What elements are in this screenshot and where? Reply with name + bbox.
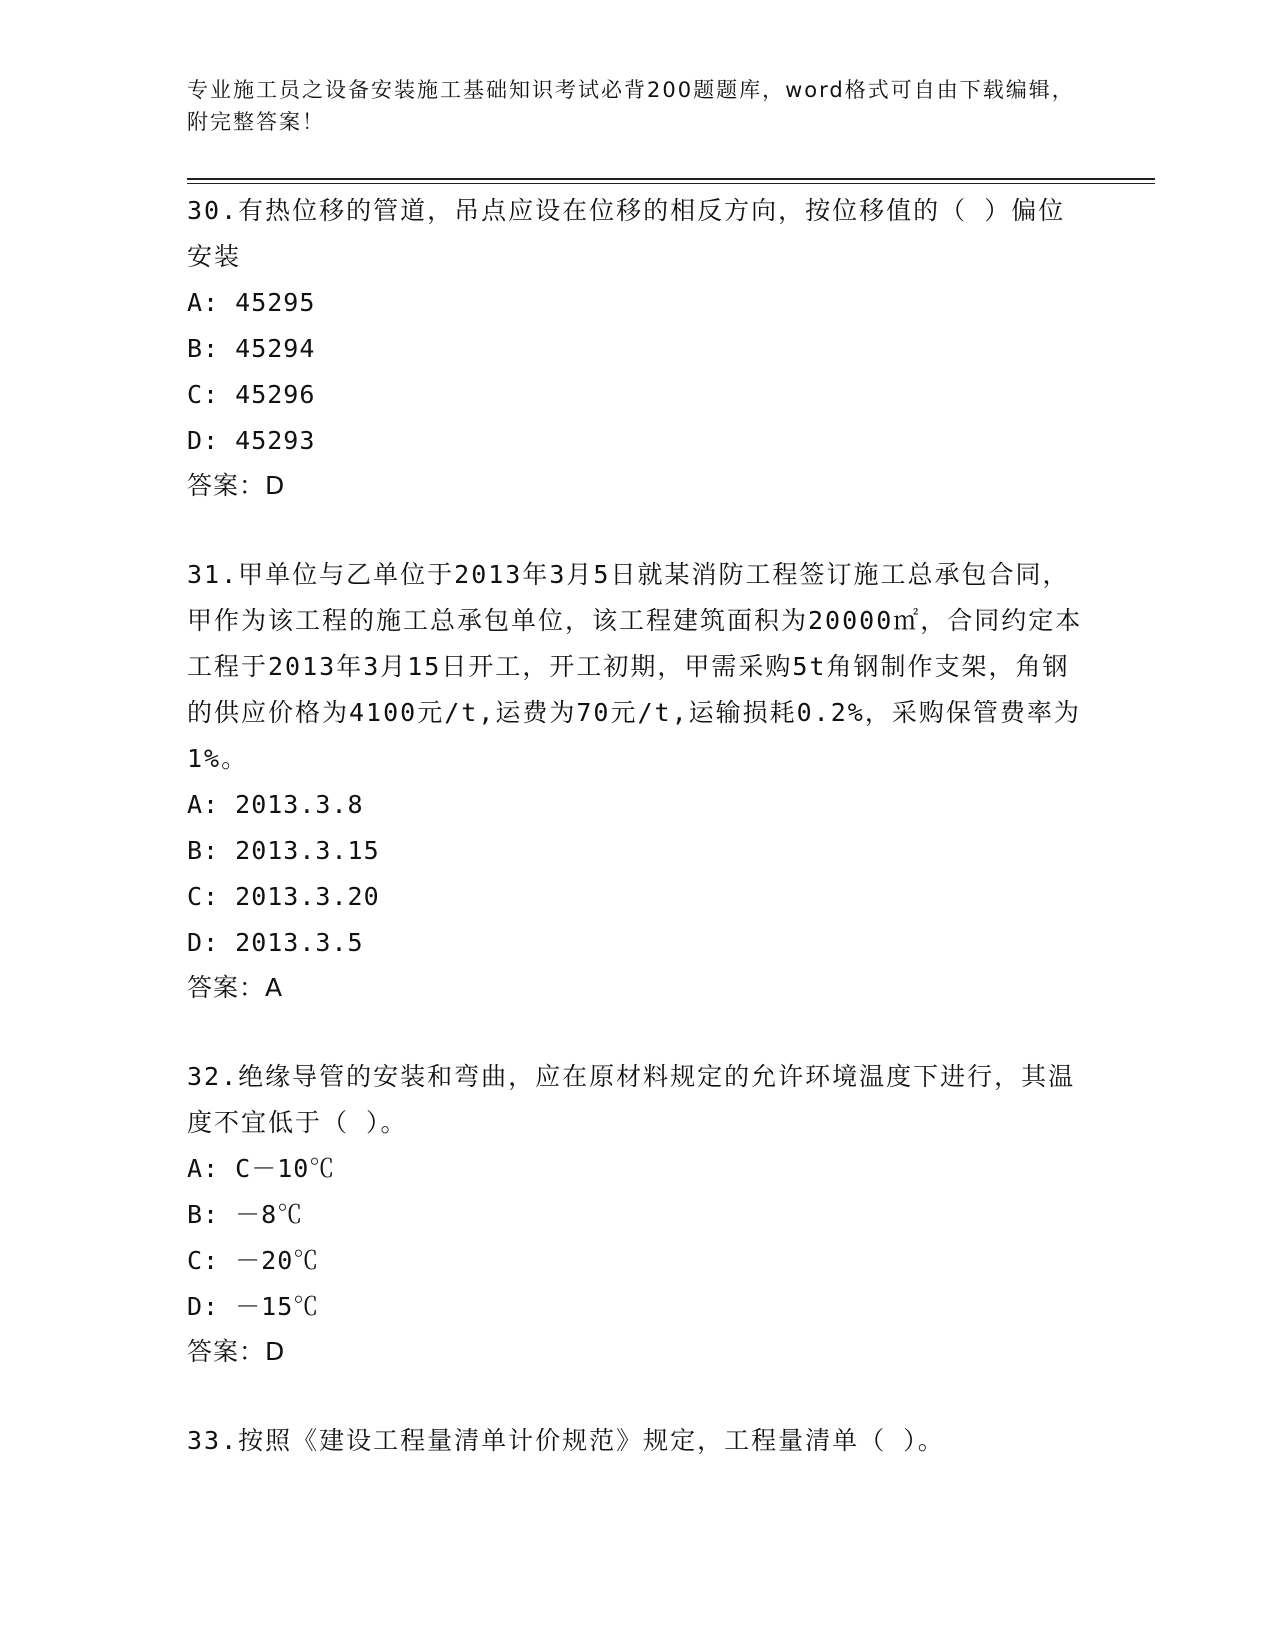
option-d: D: 45293 [187, 426, 316, 455]
option-c: C: －20℃ [187, 1246, 320, 1275]
answer: 答案：D [187, 1337, 286, 1366]
option-a: A: 45295 [187, 288, 316, 317]
option-b: B: 2013.3.15 [187, 836, 380, 865]
option-a: A: 2013.3.8 [187, 790, 364, 819]
question-30 [187, 188, 1087, 508]
question-list [187, 188, 1087, 1508]
document-header: 专业施工员之设备安装施工基础知识考试必背200题题库，word格式可自由下载编辑，附完整答案！ [187, 78, 1075, 134]
option-b: B: 45294 [187, 334, 316, 363]
question-text: 31.甲单位与乙单位于2013年3月5日就某消防工程签订施工总承包合同，甲作为该工程的施工总承包单位，该工程建筑面积为20000㎡，合同约定本工程于2013年3月15日开工，开工初期，甲需采购5t角钢制作支架，角钢的供应价格为4100元/t,运费为70元/t,运输损耗0.2%，采购保管费率为1%。 [187, 560, 1083, 773]
option-a: A: C－10℃ [187, 1154, 336, 1183]
option-c: C: 45296 [187, 380, 316, 409]
question-text: 33.按照《建设工程量清单计价规范》规定，工程量清单（ ）。 [187, 1426, 945, 1455]
answer: 答案：D [187, 471, 286, 500]
question-33 [187, 1418, 1087, 1464]
question-32 [187, 1054, 1087, 1374]
option-b: B: －8℃ [187, 1200, 304, 1229]
option-d: D: 2013.3.5 [187, 928, 364, 957]
header-divider-thick [187, 178, 1155, 180]
question-text: 30.有热位移的管道，吊点应设在位移的相反方向，按位移值的（ ）偏位安装 [187, 196, 1066, 271]
question-text: 32.绝缘导管的安装和弯曲，应在原材料规定的允许环境温度下进行，其温度不宜低于（ ）。 [187, 1062, 1076, 1137]
question-31 [187, 552, 1087, 1010]
option-c: C: 2013.3.20 [187, 882, 380, 911]
option-d: D: －15℃ [187, 1292, 320, 1321]
header-divider-thin [187, 183, 1155, 184]
answer: 答案：A [187, 973, 284, 1002]
